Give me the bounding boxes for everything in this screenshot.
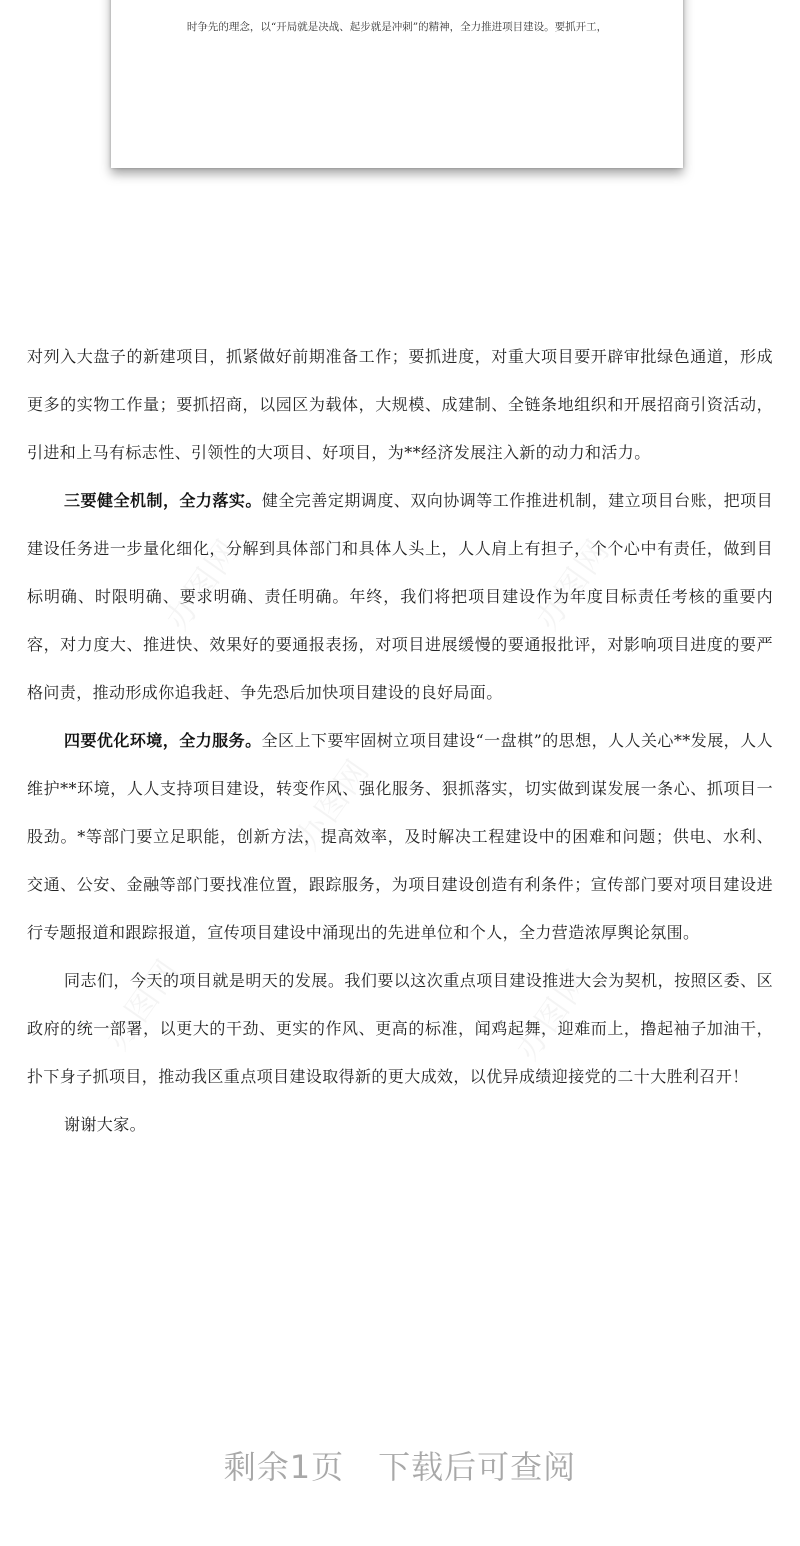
preview-text-line: 时争先的理念，以“开局就是决战、起步就是冲刺”的精神，全力推进项目建设。要抓开工，: [186, 21, 608, 33]
preview-page-card: [111, 0, 683, 168]
paragraph-text: 健全完善定期调度、双向协调等工作推进机制，建立项目台账，把项目建设任务进一步量化细化，分解到具体部门和具体人头上，人人肩上有担子，个个心中有责任，做到目标明确、时限明确、要求明确、责任明确。年终，我们将把项目建设作为年度目标责任考核的重要内容，对力度大、推进快、效果好的要通报表扬，对项目进展缓慢的要通报批评，对影响项目进度的要严格问责，推动形成你追我赶、争先恐后加快项目建设的良好局面。: [27, 491, 773, 702]
paragraph-mechanism: [27, 477, 773, 717]
download-hint: 下载后可查阅: [378, 1448, 577, 1486]
paragraph-environment: [27, 717, 773, 957]
document-body: [27, 333, 773, 1149]
remaining-pages-count: 剩余1页: [223, 1448, 345, 1486]
paragraph-closing: 同志们，今天的项目就是明天的发展。我们要以这次重点项目建设推进大会为契机，按照区委、区政府的统一部署，以更大的干劲、更实的作风、更高的标准，闻鸡起舞，迎难而上，撸起袖子加油干，扑下身子抓项目，推动我区重点项目建设取得新的更大成效，以优异成绩迎接党的二十大胜利召开！: [27, 971, 773, 1086]
paragraph-heading: 四要优化环境，全力服务。: [64, 731, 262, 750]
paragraph-thanks: 谢谢大家。: [64, 1115, 147, 1134]
remaining-pages-notice[interactable]: [0, 1442, 800, 1488]
paragraph-heading: 三要健全机制，全力落实。: [64, 491, 262, 510]
paragraph-text: 全区上下要牢固树立项目建设“一盘棋”的思想，人人关心**发展，人人维护**环境，人人支持项目建设，转变作风、强化服务、狠抓落实，切实做到谋发展一条心、抓项目一股劲。*等部门要立足职能，创新方法，提高效率，及时解决工程建设中的困难和问题；供电、水利、交通、公安、金融等部门要找准位置，跟踪服务，为项目建设创造有利条件；宣传部门要对项目建设进行专题报道和跟踪报道，宣传项目建设中涌现出的先进单位和个人，全力营造浓厚舆论氛围。: [27, 731, 773, 942]
paragraph-continuation: 对列入大盘子的新建项目，抓紧做好前期准备工作；要抓进度，对重大项目要开辟审批绿色通道，形成更多的实物工作量；要抓招商，以园区为载体，大规模、成建制、全链条地组织和开展招商引资活动，引进和上马有标志性、引领性的大项目、好项目，为**经济发展注入新的动力和活力。: [27, 347, 773, 462]
